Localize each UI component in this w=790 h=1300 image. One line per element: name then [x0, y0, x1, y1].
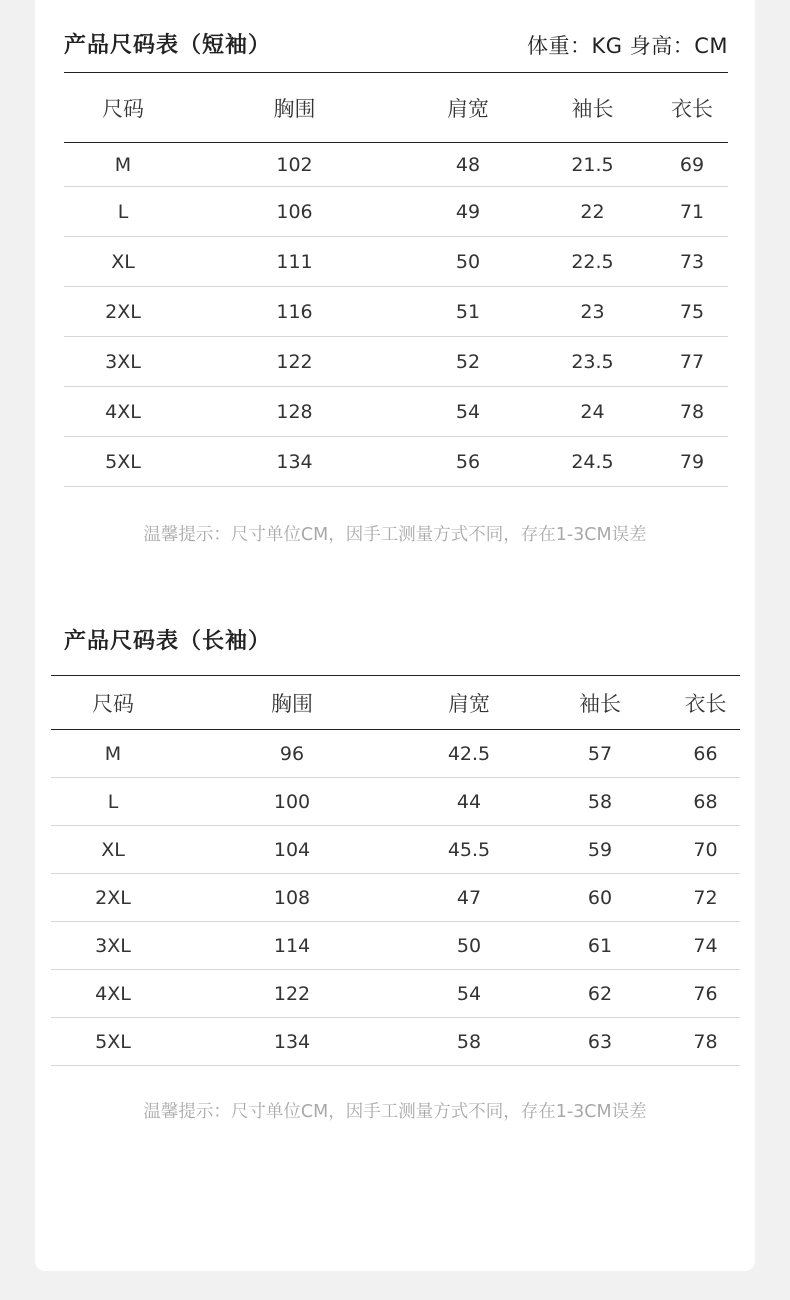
size-cell: 2XL — [51, 874, 175, 922]
table-header-row — [64, 73, 728, 143]
sleeve-cell: 24 — [529, 387, 656, 437]
sleeve-cell: 23.5 — [529, 337, 656, 387]
sleeve-cell: 22 — [529, 187, 656, 237]
size-cell: XL — [51, 826, 175, 874]
sleeve-cell: 58 — [529, 778, 671, 826]
length-cell: 75 — [656, 287, 728, 337]
size-cell: L — [51, 778, 175, 826]
sleeve-cell: 63 — [529, 1018, 671, 1066]
table-row — [64, 237, 728, 287]
table-header-row — [51, 676, 740, 730]
chest-cell: 108 — [175, 874, 409, 922]
size-cell: 5XL — [51, 1018, 175, 1066]
length-cell: 77 — [656, 337, 728, 387]
table-row — [64, 143, 728, 187]
length-cell: 74 — [671, 922, 740, 970]
shoulder-cell: 54 — [407, 387, 529, 437]
sleeve-cell: 61 — [529, 922, 671, 970]
chest-cell: 104 — [175, 826, 409, 874]
shoulder-cell: 50 — [407, 237, 529, 287]
column-header-length: 衣长 — [656, 73, 728, 143]
sleeve-cell: 62 — [529, 970, 671, 1018]
chest-cell: 102 — [182, 143, 407, 187]
short-sleeve-size-table — [64, 72, 728, 487]
size-cell: XL — [64, 237, 182, 287]
column-header-length: 衣长 — [671, 676, 740, 730]
column-header-chest: 胸围 — [182, 73, 407, 143]
chest-cell: 122 — [182, 337, 407, 387]
short-sleeve-title: 产品尺码表（短袖） — [64, 33, 272, 58]
long-sleeve-table-body — [51, 730, 740, 1066]
table-row — [64, 187, 728, 237]
length-cell: 68 — [671, 778, 740, 826]
table-row — [64, 287, 728, 337]
chest-cell: 111 — [182, 237, 407, 287]
shoulder-cell: 58 — [409, 1018, 529, 1066]
size-cell: M — [51, 730, 175, 778]
long-sleeve-title: 产品尺码表（长袖） — [64, 629, 272, 654]
long-sleeve-measurement-note: 温馨提示：尺寸单位CM，因手工测量方式不同，存在1-3CM误差 — [143, 1102, 647, 1122]
table-row — [51, 778, 740, 826]
shoulder-cell: 49 — [407, 187, 529, 237]
table-row — [51, 922, 740, 970]
table-row — [64, 437, 728, 487]
column-header-sleeve: 袖长 — [529, 676, 671, 730]
size-cell: M — [64, 143, 182, 187]
shoulder-cell: 44 — [409, 778, 529, 826]
shoulder-cell: 47 — [409, 874, 529, 922]
sleeve-cell: 59 — [529, 826, 671, 874]
short-sleeve-table-body — [64, 143, 728, 487]
shoulder-cell: 56 — [407, 437, 529, 487]
size-cell: 2XL — [64, 287, 182, 337]
table-row — [51, 730, 740, 778]
length-cell: 71 — [656, 187, 728, 237]
length-cell: 70 — [671, 826, 740, 874]
length-cell: 72 — [671, 874, 740, 922]
shoulder-cell: 51 — [407, 287, 529, 337]
sleeve-cell: 24.5 — [529, 437, 656, 487]
column-header-shoulder: 肩宽 — [409, 676, 529, 730]
column-header-size: 尺码 — [51, 676, 175, 730]
shoulder-cell: 50 — [409, 922, 529, 970]
length-cell: 79 — [656, 437, 728, 487]
chest-cell: 128 — [182, 387, 407, 437]
size-cell: L — [64, 187, 182, 237]
chest-cell: 106 — [182, 187, 407, 237]
units-note: 体重：KG 身高：CM — [526, 34, 728, 58]
shoulder-cell: 45.5 — [409, 826, 529, 874]
table-row — [51, 970, 740, 1018]
length-cell: 76 — [671, 970, 740, 1018]
table-row — [51, 874, 740, 922]
sleeve-cell: 23 — [529, 287, 656, 337]
long-sleeve-size-table — [51, 675, 740, 1066]
chest-cell: 100 — [175, 778, 409, 826]
table-row — [64, 387, 728, 437]
length-cell: 73 — [656, 237, 728, 287]
size-cell: 3XL — [64, 337, 182, 387]
chest-cell: 134 — [182, 437, 407, 487]
size-cell: 5XL — [64, 437, 182, 487]
column-header-chest: 胸围 — [175, 676, 409, 730]
shoulder-cell: 42.5 — [409, 730, 529, 778]
size-cell: 4XL — [64, 387, 182, 437]
column-header-shoulder: 肩宽 — [407, 73, 529, 143]
table-row — [64, 337, 728, 387]
sleeve-cell: 22.5 — [529, 237, 656, 287]
length-cell: 78 — [671, 1018, 740, 1066]
size-cell: 4XL — [51, 970, 175, 1018]
sleeve-cell: 57 — [529, 730, 671, 778]
chest-cell: 134 — [175, 1018, 409, 1066]
column-header-size: 尺码 — [64, 73, 182, 143]
chest-cell: 122 — [175, 970, 409, 1018]
sleeve-cell: 60 — [529, 874, 671, 922]
size-cell: 3XL — [51, 922, 175, 970]
column-header-sleeve: 袖长 — [529, 73, 656, 143]
sleeve-cell: 21.5 — [529, 143, 656, 187]
table-row — [51, 1018, 740, 1066]
shoulder-cell: 54 — [409, 970, 529, 1018]
length-cell: 69 — [656, 143, 728, 187]
shoulder-cell: 52 — [407, 337, 529, 387]
table-row — [51, 826, 740, 874]
chest-cell: 116 — [182, 287, 407, 337]
length-cell: 66 — [671, 730, 740, 778]
short-sleeve-measurement-note: 温馨提示：尺寸单位CM，因手工测量方式不同，存在1-3CM误差 — [143, 525, 647, 545]
shoulder-cell: 48 — [407, 143, 529, 187]
length-cell: 78 — [656, 387, 728, 437]
chest-cell: 114 — [175, 922, 409, 970]
chest-cell: 96 — [175, 730, 409, 778]
short-sleeve-title-row — [64, 28, 728, 62]
